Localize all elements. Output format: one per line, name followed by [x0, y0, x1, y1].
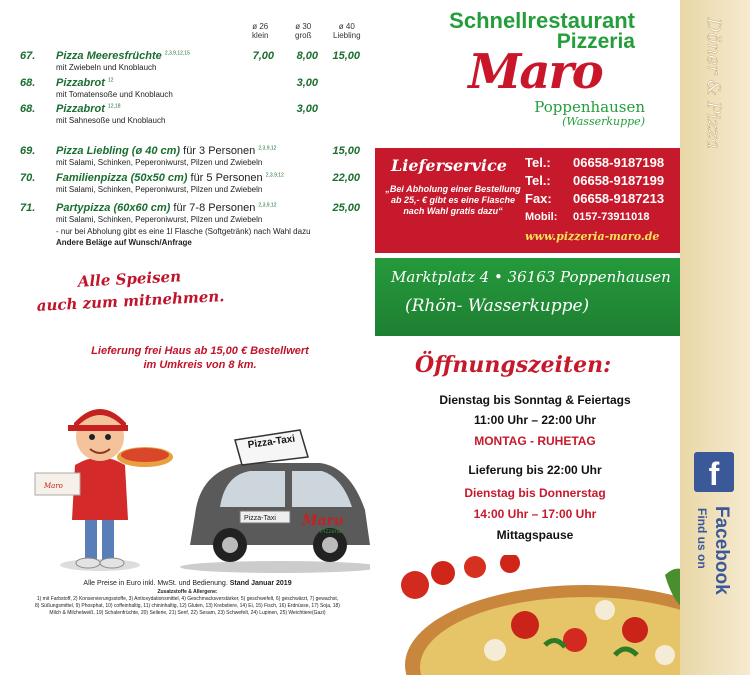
delivery-info: Lieferung frei Haus ab 15,00 € Bestellwert im Umkreis von 8 km.	[91, 345, 309, 371]
phone-row: Tel.: 06658-9187198	[525, 155, 665, 170]
hours-time: 11:00 Uhr – 22:00 Uhr	[473, 413, 597, 427]
item-desc: mit Salami, Schinken, Peperoniwurst, Pilzen und Zwiebeln	[56, 185, 263, 194]
svg-text:Find us on: Find us on	[695, 508, 709, 569]
lieferservice-text: „Bei Abholung einer Bestellung ab 25,- € gibt es eine Flasche nach Wahl gratis dazu“	[385, 184, 521, 216]
takeaway-slogan: Alle Speisen auch zum mitnehmen.	[36, 267, 225, 315]
address-line2: (Rhön- Wasserkuppe)	[405, 296, 590, 316]
size-header-medium: ø 30 groß	[295, 22, 312, 40]
item-name: Pizza Meeresfrüchte $^{2,3,9,12,15}$	[56, 50, 190, 62]
svg-text:Döner & Pizza: Döner & Pizza	[703, 18, 724, 150]
item-number: 69.	[20, 145, 36, 157]
item-desc: mit Tomatensoße und Knoblauch	[56, 90, 173, 99]
price-footer: Alle Preise in Euro inkl. MwSt. und Bedienung. Stand Januar 2019 Zusatzstoffe & Allergene: 1) mit Farbstoff, 2) Konservierungsstoffe, 3) Antioxydationsmittel, 4) Geschmacksverstärker, 5) geschwefelt, 6) geschwärzt, 7) gewachst, 8) Süßungsmittel, 9) Phosphat, 10) coffeinhaltig, 11) chininhaltig, 12) Gluten, 13) Krebstiere, 14) Ei, 15) Fisch, 16) Erdnüsse, 17) Soja, 18) Milch & Milchelweiß, 19) Schalenfrüchte, 20) Sellerie, 21) Senf, 22) Sesam, 23) Schwefelt, 24) Lupinen, 25) Weichtiere(Gazi)	[35, 580, 340, 616]
car-door-text: Pizza-Taxi	[244, 515, 276, 522]
mobile-row: Mobil: 0157-73911018	[525, 211, 650, 223]
item-name: Pizza Liebling (ø 40 cm) für 3 Personen $^{2,3,9,12}$	[56, 145, 277, 157]
item-desc: mit Salami, Schinken, Peperoniwurst, Pilzen und Zwiebeln	[56, 158, 263, 167]
item-name: Pizzabrot $^{12,18}$	[56, 103, 121, 115]
item-number: 70.	[20, 172, 36, 184]
price-medium: 3,00	[296, 103, 318, 115]
car-logo-sub: Pizzeria	[320, 529, 342, 535]
side-vertical-text	[700, 10, 730, 210]
item-name: Pizzabrot $^{12}$	[56, 77, 114, 89]
svg-text:Facebook: Facebook	[711, 506, 732, 595]
price: 22,00	[332, 172, 360, 184]
item-desc: mit Zwiebeln und Knoblauch	[56, 63, 157, 72]
size-header-large: ø 40 Liebling	[333, 22, 361, 40]
delivery-boy-image	[35, 409, 173, 571]
address-band	[375, 258, 695, 336]
lunch-label: Mittagspause	[496, 528, 574, 542]
lunch-time: 14:00 Uhr – 17:00 Uhr	[473, 507, 597, 521]
item-number: 71.	[20, 202, 36, 214]
logo-town: Poppenhausen	[534, 98, 645, 116]
price-large: 15,00	[332, 50, 360, 62]
roof-sign-text: Pizza-Taxi	[247, 433, 296, 452]
hours-title: Öffnungszeiten:	[415, 352, 612, 378]
item-number: 68.	[20, 103, 36, 115]
restaurant-logo	[375, 0, 695, 150]
hours-closed: MONTAG - RUHETAG	[474, 434, 596, 448]
facebook-icon[interactable]: f	[694, 452, 734, 492]
price: 25,00	[332, 202, 360, 214]
hours-days: Dienstag bis Sonntag & Feiertags	[439, 393, 631, 407]
pizza-photo	[375, 555, 695, 675]
toppings-note: Andere Beläge auf Wunsch/Anfrage	[56, 238, 192, 247]
item-number: 67.	[20, 50, 36, 62]
item-name: Familienpizza (50x50 cm) für 5 Personen $^{2,3,9,12}$	[56, 172, 284, 184]
phone-list	[525, 154, 690, 226]
delivery-until: Lieferung bis 22:00 Uhr	[468, 463, 602, 477]
item-number: 68.	[20, 77, 36, 89]
item-desc: mit Salami, Schinken, Peperoniwurst, Pilzen und Zwiebeln	[56, 215, 263, 224]
item-name: Partypizza (60x60 cm) für 7-8 Personen $^{2,3,9,12}$	[56, 202, 277, 214]
car-logo: Maro	[302, 513, 344, 529]
price: 15,00	[332, 145, 360, 157]
lieferservice-title: Lieferservice	[391, 156, 507, 175]
price-medium: 8,00	[296, 50, 318, 62]
price-small: 7,00	[252, 50, 274, 62]
facebook-link[interactable]	[690, 500, 738, 640]
website-link[interactable]: www.pizzeria-maro.de	[525, 230, 660, 243]
pickup-note: - nur bei Abholung gibt es eine 1l Flasche (Softgetränk) nach Wahl dazu	[56, 227, 311, 236]
fax-row: Fax: 06658-9187213	[525, 191, 665, 206]
price-medium: 3,00	[296, 77, 318, 89]
logo-line2: Pizzeria	[556, 30, 635, 53]
size-header-small: ø 26 klein	[252, 22, 269, 40]
logo-region: (Wasserkuppe)	[562, 115, 645, 128]
item-desc: mit Sahnesoße und Knoblauch	[56, 116, 166, 125]
address-line1: Marktplatz 4 • 36163 Poppenhausen	[391, 268, 671, 286]
svg-text:Maro: Maro	[44, 482, 63, 490]
lieferservice-band	[375, 148, 695, 253]
phone-row: Tel.: 06658-9187199	[525, 173, 665, 188]
pizza-taxi-illustration	[30, 395, 370, 575]
lunch-days: Dienstag bis Donnerstag	[464, 486, 606, 500]
car-image	[180, 430, 370, 573]
logo-brand: Maro	[468, 44, 602, 100]
logo-line1: Schnellrestaurant	[449, 8, 635, 33]
